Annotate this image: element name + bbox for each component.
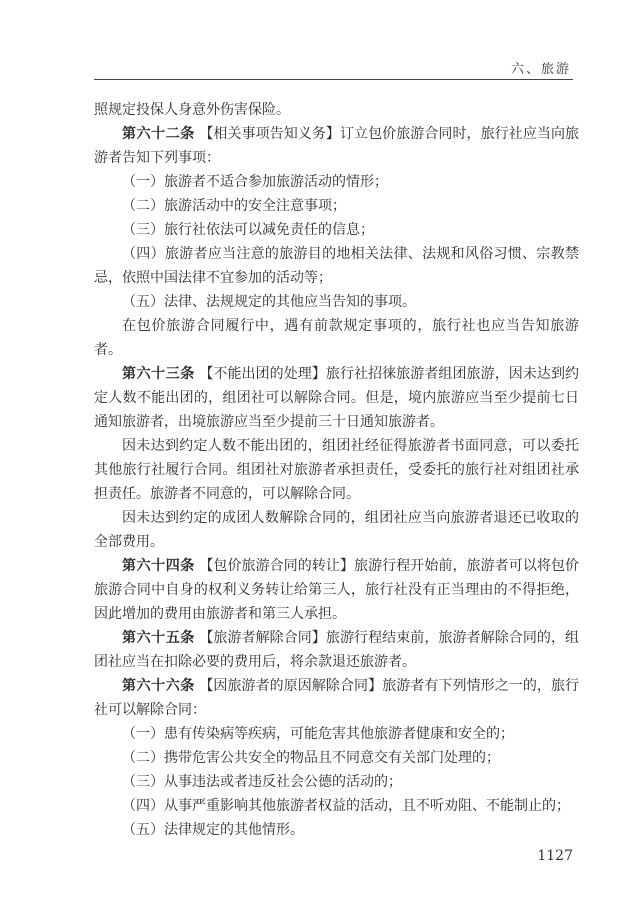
article-64	[94, 554, 579, 626]
running-header	[94, 55, 573, 80]
article-title: 【因旅游者的原因解除合同】	[199, 678, 383, 694]
list-item: （五）法律、法规规定的其他应当告知的事项。	[122, 294, 416, 310]
article-65	[94, 626, 579, 674]
paragraph: 照规定投保人身意外伤害保险。	[94, 102, 290, 118]
article-number: 第六十六条	[122, 678, 195, 694]
paragraph: 因未达到约定的成团人数解除合同的，组团社应当向旅游者退还已收取的全部费用。	[94, 510, 579, 550]
list-item: （二）携带危害公共安全的物品且不同意交有关部门处理的；	[122, 750, 500, 766]
paragraph: 在包价旅游合同履行中，遇有前款规定事项的，旅行社也应当告知旅游者。	[94, 318, 579, 358]
list-item: （三）旅行社依法可以减免责任的信息；	[122, 222, 374, 238]
paragraph: 因未达到约定人数不能出团的，组团社经征得旅游者书面同意，可以委托其他旅行社履行合同。组团社对旅游者承担责任，受委托的旅行社对组团社承担责任。旅游者不同意的，可以解除合同。	[94, 438, 579, 502]
article-text: 旅游者有下列情形之一的，旅行社可以解除合同：	[94, 678, 580, 718]
page-number: 1127	[537, 848, 573, 864]
list-item: （五）法律规定的其他情形。	[122, 822, 304, 838]
article-63	[94, 362, 579, 434]
article-number: 第六十二条	[122, 126, 195, 142]
article-title: 【包价旅游合同的转让】	[199, 558, 355, 574]
article-title: 【旅游者解除合同】	[199, 630, 326, 646]
article-number: 第六十五条	[122, 630, 195, 646]
article-text: 旅游行程开始前，旅游者可以将包价旅游合同中自身的权利义务转让给第三人，旅行社没有正当理由的不得拒绝，因此增加的费用由旅游者和第三人承担。	[94, 558, 580, 622]
list-item: （一）患有传染病等疾病，可能危害其他旅游者健康和安全的；	[122, 726, 514, 742]
list-item: （四）从事严重影响其他旅游者权益的活动，且不听劝阻、不能制止的；	[122, 798, 570, 814]
article-number: 第六十三条	[122, 366, 195, 382]
article-text: 订立包价旅游合同时，旅行社应当向旅游者告知下列事项：	[94, 126, 580, 166]
article-66	[94, 674, 579, 722]
article-text: 旅行社招徕旅游者组团旅游，因未达到约定人数不能出团的，组团社可以解除合同。但是，境内旅游应当至少提前七日通知旅游者，出境旅游应当至少提前三十日通知旅游者。	[94, 366, 580, 430]
list-item: （三）从事违法或者违反社会公德的活动的；	[122, 774, 402, 790]
section-title: 六、旅游	[510, 62, 571, 77]
article-number: 第六十四条	[122, 558, 195, 574]
list-item: （二）旅游活动中的安全注意事项；	[122, 198, 346, 214]
list-item: （四）旅游者应当注意的旅游目的地相关法律、法规和风俗习惯、宗教禁忌，依照中国法律不宜参加的活动等；	[94, 246, 579, 286]
article-title: 【相关事项告知义务】	[199, 126, 340, 142]
article-62	[94, 122, 579, 170]
article-title: 【不能出团的处理】	[199, 366, 326, 382]
article-text: 旅游行程结束前，旅游者解除合同的，组团社应当在扣除必要的费用后，将余款退还旅游者。	[94, 630, 580, 670]
page-body	[94, 98, 579, 842]
list-item: （一）旅游者不适合参加旅游活动的情形；	[122, 174, 388, 190]
